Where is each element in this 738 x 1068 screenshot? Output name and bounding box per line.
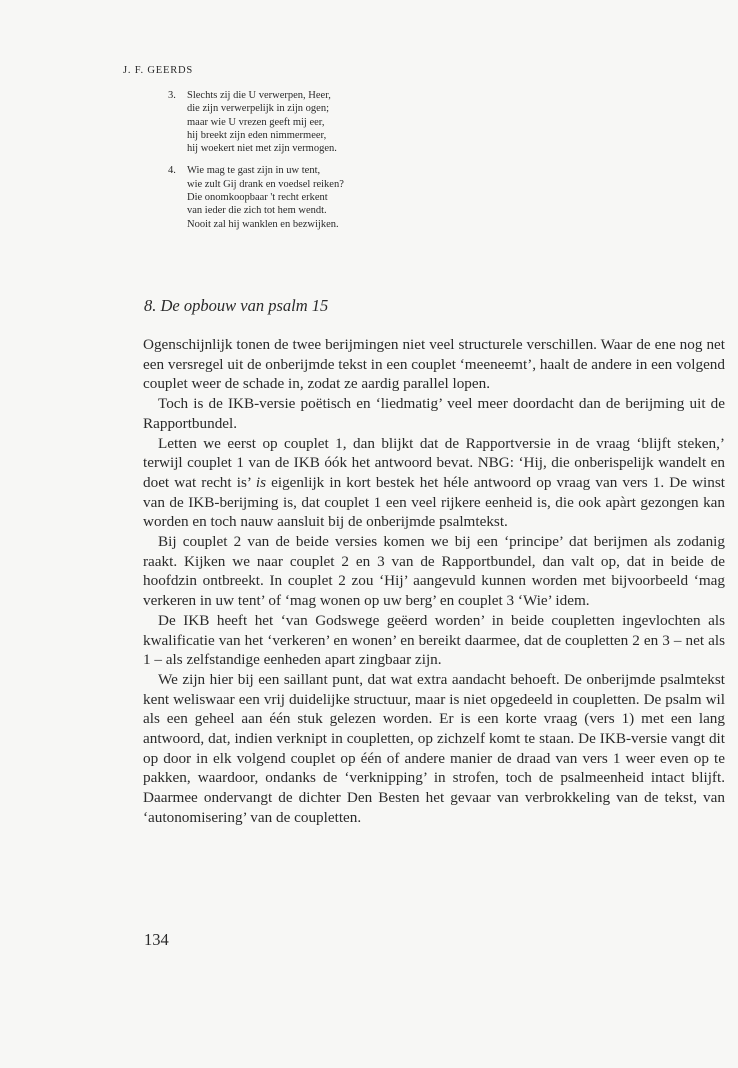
poem-stanza	[168, 89, 344, 155]
section-heading: 8. De opbouw van psalm 15	[144, 296, 329, 315]
paragraph-text: Letten we eerst op couplet 1, dan blijkt dat de Rapportversie in de vraag ‘blijft steken,’ terwijl couplet 1 van de IKB óók het antwoord bevat. NBG: ‘Hij, die onberispelijk wandelt en doet wat recht is’	[143, 434, 725, 491]
stanza-number: 4.	[168, 165, 176, 177]
poem-line: van ieder die zich tot hem wendt.	[187, 205, 327, 217]
running-head: J. F. GEERDS	[123, 65, 194, 76]
poem-line: Die onomkoopbaar 't recht erkent	[187, 192, 328, 204]
poem-line: Slechts zij die U verwerpen, Heer,	[187, 90, 331, 101]
poem-line: Nooit zal hij wanklen en bezwijken.	[187, 218, 339, 230]
poem	[168, 89, 344, 240]
paragraph: We zijn hier bij een saillant punt, dat wat extra aandacht behoeft. De onberijmde psalmtekst kent weliswaar een vrij duidelijke structuur, maar is niet opgedeeld in coupletten. De psalm wil als een geheel aan één stuk gelezen worden. Er is een korte vraag (vers 1) met een lang antwoord, dat, indien verknipt in coupletten, op zichzelf komt te staan. De IKB-versie vangt dit op door in elk volgend couplet op één of andere manier de draad van vers 1 weer even op te pakken, waardoor, ondanks de ‘verknipping’ in strofen, toch de psalmeenheid intact blijft. Daarmee ondervangt de dichter Den Besten het gevaar van verbrokkeling van de tekst, van ‘autonomisering’ van de coupletten.	[143, 670, 725, 826]
paragraph: Toch is de IKB-versie poëtisch en ‘liedmatig’ veel meer doordacht dan de berijming uit de Rapportbundel.	[143, 395, 725, 432]
poem-line: maar wie U vrezen geeft mij eer,	[187, 116, 325, 128]
page-number: 134	[144, 930, 169, 949]
poem-line: hij breekt zijn eden nimmermeer,	[187, 129, 327, 141]
paragraph-text: eigenlijk in kort bestek het héle antwoord op vraag van vers 1. De winst van de IKB-berijming is, dat couplet 1 een veel rijkere eenheid is, die ook apàrt gezongen kan worden en toch nauw aansluit bij de onberijmde psalmtekst.	[143, 473, 725, 531]
paragraph	[143, 434, 725, 533]
poem-line: wie zult Gij drank en voedsel reiken?	[187, 178, 344, 190]
poem-line: die zijn verwerpelijk in zijn ogen;	[187, 103, 329, 115]
body-text	[143, 335, 725, 828]
poem-stanza	[168, 164, 344, 230]
paragraph: De IKB heeft het ‘van Godswege geëerd worden’ in beide coupletten ingevlochten als kwalificatie van het ‘verkeren’ en wonen’ en bereikt daarmee, dat de coupletten 2 en 3 – net als 1 – als zelfstandige eenheden apart zingbaar zijn.	[143, 611, 725, 669]
stanza-number: 3.	[168, 90, 176, 101]
paragraph: Ogenschijnlijk tonen de twee berijmingen niet veel structurele verschillen. Waar de ene nog net een versregel uit de onberijmde tekst in een couplet ‘meeneemt’, haalt de andere in een volgend couplet weer de schade in, zodat ze aardig parallel lopen.	[143, 336, 725, 393]
poem-line: hij woekert niet met zijn vermogen.	[187, 143, 337, 155]
emphasis: is	[255, 473, 267, 491]
poem-line: Wie mag te gast zijn in uw tent,	[187, 165, 321, 177]
paragraph: Bij couplet 2 van de beide versies komen we bij een ‘principe’ dat berijmen als zodanig raakt. Kijken we naar couplet 2 en 3 van de Rapportbundel, dan valt op, dat in beide de hoofdzin ontbreekt. In couplet 2 zou ‘Hij’ aangevuld kunnen worden met bijvoorbeeld ‘mag verkeren in uw tent’ of ‘mag wonen op uw berg’ en couplet 3 ‘Wie’ idem.	[143, 533, 725, 610]
